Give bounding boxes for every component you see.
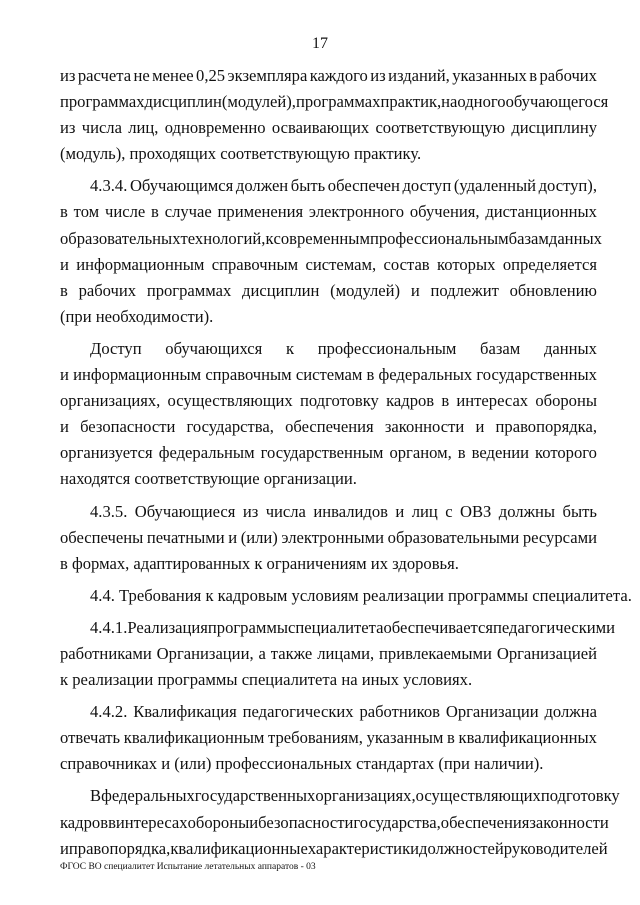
paragraph [60,615,616,693]
paragraph [60,336,597,493]
text-line: (модуль), проходящих соответствующую практику. [60,144,422,164]
text-line: работниками Организации, а также лицами, привлекаемыми Организацией [60,643,597,663]
text-line: Доступ обучающихся к профессиональным базам данных [90,338,597,358]
text-line: отвечать квалификационным требованиям, указанным в квалификационных [60,728,597,748]
text-line: в рабочих программах дисциплин (модулей) и подлежит обновлению [60,280,597,300]
paragraph [60,583,632,609]
text-line: 4.4.1. Реализация программы специалитета обеспечивается педагогическими [90,617,616,637]
document-body [60,63,632,862]
text-line: в том числе в случае применения электронного обучения, дистанционных [60,202,597,222]
paragraph [60,499,597,577]
text-line: и правопорядка, квалификационные характеристики должностей руководителей [60,838,608,858]
paragraph [60,783,620,861]
text-line: к реализации программы специалитета на иных условиях. [60,670,473,690]
text-line: в формах, адаптированных к ограничениям их здоровья. [60,553,459,573]
text-line: из числа лиц, одновременно осваивающих соответствующую дисциплину [60,118,597,138]
page-number: 17 [312,35,328,52]
paragraph [60,63,609,167]
text-line: из расчета не менее 0,25 экземпляра каждого из изданий, указанных в рабочих [60,66,597,85]
text-line: и безопасности государства, обеспечения законности и правопорядка, [60,417,597,437]
paragraph [60,173,602,330]
text-line: 4.4. Требования к кадровым условиям реализации программы специалитета. [90,585,632,605]
text-line: 4.3.4. Обучающимся должен быть обеспечен доступ (удаленный доступ), [90,176,597,196]
text-line: 4.3.5. Обучающиеся из числа инвалидов и лиц с ОВЗ должны быть [90,501,597,521]
document-footer: ФГОС ВО специалитет Испытание летательных аппаратов - 03 [60,862,316,872]
text-line: 4.4.2. Квалификация педагогических работников Организации должна [90,702,597,722]
text-line: образовательных технологий, к современным профессиональным базам данных [60,228,602,248]
text-line: и информационным справочным системам, состав которых определяется [60,254,597,274]
text-line: находятся соответствующие организации. [60,469,357,489]
text-line: и информационным справочным системам в федеральных государственных [60,365,597,385]
text-line: В федеральных государственных организациях, осуществляющих подготовку [90,786,620,806]
text-line: обеспечены печатными и (или) электронными образовательными ресурсами [60,527,597,547]
text-line: справочниках и (или) профессиональных стандартах (при наличии). [60,754,544,774]
text-line: организациях, осуществляющих подготовку кадров в интересах обороны [60,391,597,411]
paragraph [60,699,597,777]
text-line: программах дисциплин (модулей), программах практик, на одного обучающегося [60,92,609,112]
text-line: кадров в интересах обороны и безопасности государства, обеспечения законности [60,812,609,832]
text-line: (при необходимости). [60,306,214,326]
text-line: организуется федеральным государственным органом, в ведении которого [60,443,597,463]
